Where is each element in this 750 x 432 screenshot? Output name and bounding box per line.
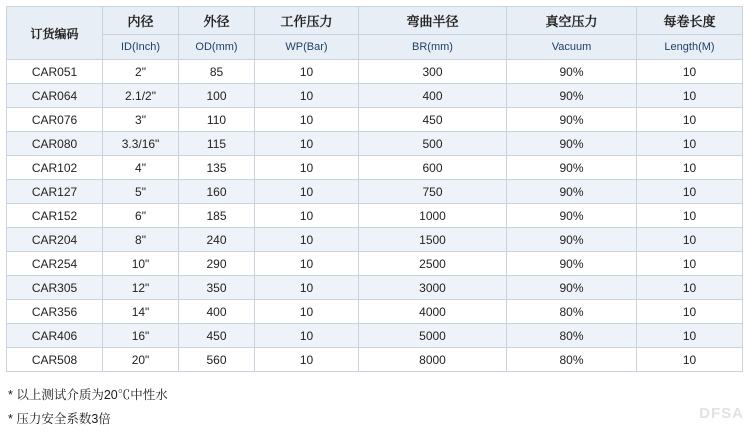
cell-id: 10" bbox=[103, 252, 179, 276]
cell-code: CAR254 bbox=[7, 252, 103, 276]
cell-wp: 10 bbox=[255, 180, 359, 204]
cell-wp: 10 bbox=[255, 204, 359, 228]
cell-id: 6" bbox=[103, 204, 179, 228]
column-header-od-sub: OD(mm) bbox=[179, 35, 255, 60]
cell-length: 10 bbox=[637, 60, 743, 84]
cell-br: 500 bbox=[359, 132, 507, 156]
table-row bbox=[7, 300, 743, 324]
cell-vacuum: 90% bbox=[507, 84, 637, 108]
table-body bbox=[7, 60, 743, 372]
cell-wp: 10 bbox=[255, 348, 359, 372]
spec-sheet bbox=[0, 6, 750, 424]
cell-br: 8000 bbox=[359, 348, 507, 372]
cell-code: CAR080 bbox=[7, 132, 103, 156]
cell-code: CAR102 bbox=[7, 156, 103, 180]
table-header bbox=[7, 7, 743, 60]
cell-id: 16" bbox=[103, 324, 179, 348]
column-header-wp-main: 工作压力 bbox=[255, 7, 359, 35]
cell-length: 10 bbox=[637, 228, 743, 252]
cell-od: 350 bbox=[179, 276, 255, 300]
cell-br: 300 bbox=[359, 60, 507, 84]
footnote-safety-factor: * 压力安全系数3倍 bbox=[8, 411, 111, 426]
table-row bbox=[7, 324, 743, 348]
column-header-br-sub: BR(mm) bbox=[359, 35, 507, 60]
cell-vacuum: 90% bbox=[507, 252, 637, 276]
column-header-br-main: 弯曲半径 bbox=[359, 7, 507, 35]
cell-code: CAR076 bbox=[7, 108, 103, 132]
column-header-id-sub: ID(Inch) bbox=[103, 35, 179, 60]
cell-od: 240 bbox=[179, 228, 255, 252]
table-row bbox=[7, 132, 743, 156]
cell-length: 10 bbox=[637, 276, 743, 300]
cell-od: 85 bbox=[179, 60, 255, 84]
table-row bbox=[7, 84, 743, 108]
cell-wp: 10 bbox=[255, 132, 359, 156]
footnote-medium: * 以上测试介质为20℃中性水 bbox=[8, 388, 168, 402]
table-header-main-row bbox=[7, 7, 743, 35]
cell-wp: 10 bbox=[255, 84, 359, 108]
cell-code: CAR152 bbox=[7, 204, 103, 228]
cell-id: 3" bbox=[103, 108, 179, 132]
table-row bbox=[7, 228, 743, 252]
specification-table bbox=[6, 6, 743, 372]
watermark: DFSA bbox=[699, 405, 744, 422]
cell-length: 10 bbox=[637, 156, 743, 180]
cell-length: 10 bbox=[637, 300, 743, 324]
column-header-length-sub: Length(M) bbox=[637, 35, 743, 60]
cell-wp: 10 bbox=[255, 252, 359, 276]
cell-vacuum: 90% bbox=[507, 108, 637, 132]
cell-br: 5000 bbox=[359, 324, 507, 348]
cell-vacuum: 90% bbox=[507, 204, 637, 228]
cell-br: 1000 bbox=[359, 204, 507, 228]
cell-br: 2500 bbox=[359, 252, 507, 276]
cell-vacuum: 90% bbox=[507, 276, 637, 300]
table-row bbox=[7, 180, 743, 204]
cell-wp: 10 bbox=[255, 324, 359, 348]
table-row bbox=[7, 348, 743, 372]
cell-length: 10 bbox=[637, 180, 743, 204]
cell-wp: 10 bbox=[255, 300, 359, 324]
cell-length: 10 bbox=[637, 84, 743, 108]
cell-br: 1500 bbox=[359, 228, 507, 252]
cell-code: CAR064 bbox=[7, 84, 103, 108]
cell-od: 160 bbox=[179, 180, 255, 204]
column-header-code: 订货编码 bbox=[7, 7, 103, 60]
cell-wp: 10 bbox=[255, 60, 359, 84]
cell-length: 10 bbox=[637, 108, 743, 132]
cell-code: CAR356 bbox=[7, 300, 103, 324]
cell-vacuum: 80% bbox=[507, 300, 637, 324]
cell-br: 750 bbox=[359, 180, 507, 204]
cell-od: 290 bbox=[179, 252, 255, 276]
cell-id: 8" bbox=[103, 228, 179, 252]
cell-length: 10 bbox=[637, 132, 743, 156]
cell-vacuum: 90% bbox=[507, 156, 637, 180]
cell-id: 4" bbox=[103, 156, 179, 180]
cell-id: 14" bbox=[103, 300, 179, 324]
table-header-sub-row bbox=[7, 35, 743, 60]
column-header-od-main: 外径 bbox=[179, 7, 255, 35]
cell-vacuum: 80% bbox=[507, 324, 637, 348]
table-row bbox=[7, 108, 743, 132]
table-row bbox=[7, 204, 743, 228]
cell-br: 600 bbox=[359, 156, 507, 180]
cell-code: CAR204 bbox=[7, 228, 103, 252]
cell-vacuum: 90% bbox=[507, 60, 637, 84]
cell-od: 100 bbox=[179, 84, 255, 108]
column-header-id-main: 内径 bbox=[103, 7, 179, 35]
table-row bbox=[7, 276, 743, 300]
cell-id: 2.1/2" bbox=[103, 84, 179, 108]
cell-length: 10 bbox=[637, 252, 743, 276]
cell-od: 115 bbox=[179, 132, 255, 156]
cell-wp: 10 bbox=[255, 228, 359, 252]
cell-vacuum: 90% bbox=[507, 228, 637, 252]
cell-code: CAR508 bbox=[7, 348, 103, 372]
cell-id: 20" bbox=[103, 348, 179, 372]
cell-od: 135 bbox=[179, 156, 255, 180]
cell-od: 185 bbox=[179, 204, 255, 228]
cell-code: CAR051 bbox=[7, 60, 103, 84]
table-row bbox=[7, 252, 743, 276]
column-header-length-main: 每卷长度 bbox=[637, 7, 743, 35]
cell-id: 5" bbox=[103, 180, 179, 204]
cell-br: 400 bbox=[359, 84, 507, 108]
cell-vacuum: 80% bbox=[507, 348, 637, 372]
column-header-vacuum-main: 真空压力 bbox=[507, 7, 637, 35]
column-header-vacuum-sub: Vacuum bbox=[507, 35, 637, 60]
cell-od: 110 bbox=[179, 108, 255, 132]
cell-id: 2" bbox=[103, 60, 179, 84]
cell-length: 10 bbox=[637, 348, 743, 372]
footnotes bbox=[8, 384, 750, 432]
cell-wp: 10 bbox=[255, 276, 359, 300]
cell-od: 450 bbox=[179, 324, 255, 348]
cell-code: CAR305 bbox=[7, 276, 103, 300]
cell-length: 10 bbox=[637, 204, 743, 228]
cell-code: CAR406 bbox=[7, 324, 103, 348]
table-row bbox=[7, 156, 743, 180]
table-row bbox=[7, 60, 743, 84]
cell-br: 450 bbox=[359, 108, 507, 132]
cell-id: 12" bbox=[103, 276, 179, 300]
cell-vacuum: 90% bbox=[507, 180, 637, 204]
column-header-wp-sub: WP(Bar) bbox=[255, 35, 359, 60]
cell-br: 3000 bbox=[359, 276, 507, 300]
cell-od: 400 bbox=[179, 300, 255, 324]
cell-br: 4000 bbox=[359, 300, 507, 324]
cell-id: 3.3/16" bbox=[103, 132, 179, 156]
cell-od: 560 bbox=[179, 348, 255, 372]
cell-wp: 10 bbox=[255, 156, 359, 180]
cell-code: CAR127 bbox=[7, 180, 103, 204]
cell-length: 10 bbox=[637, 324, 743, 348]
cell-wp: 10 bbox=[255, 108, 359, 132]
cell-vacuum: 90% bbox=[507, 132, 637, 156]
